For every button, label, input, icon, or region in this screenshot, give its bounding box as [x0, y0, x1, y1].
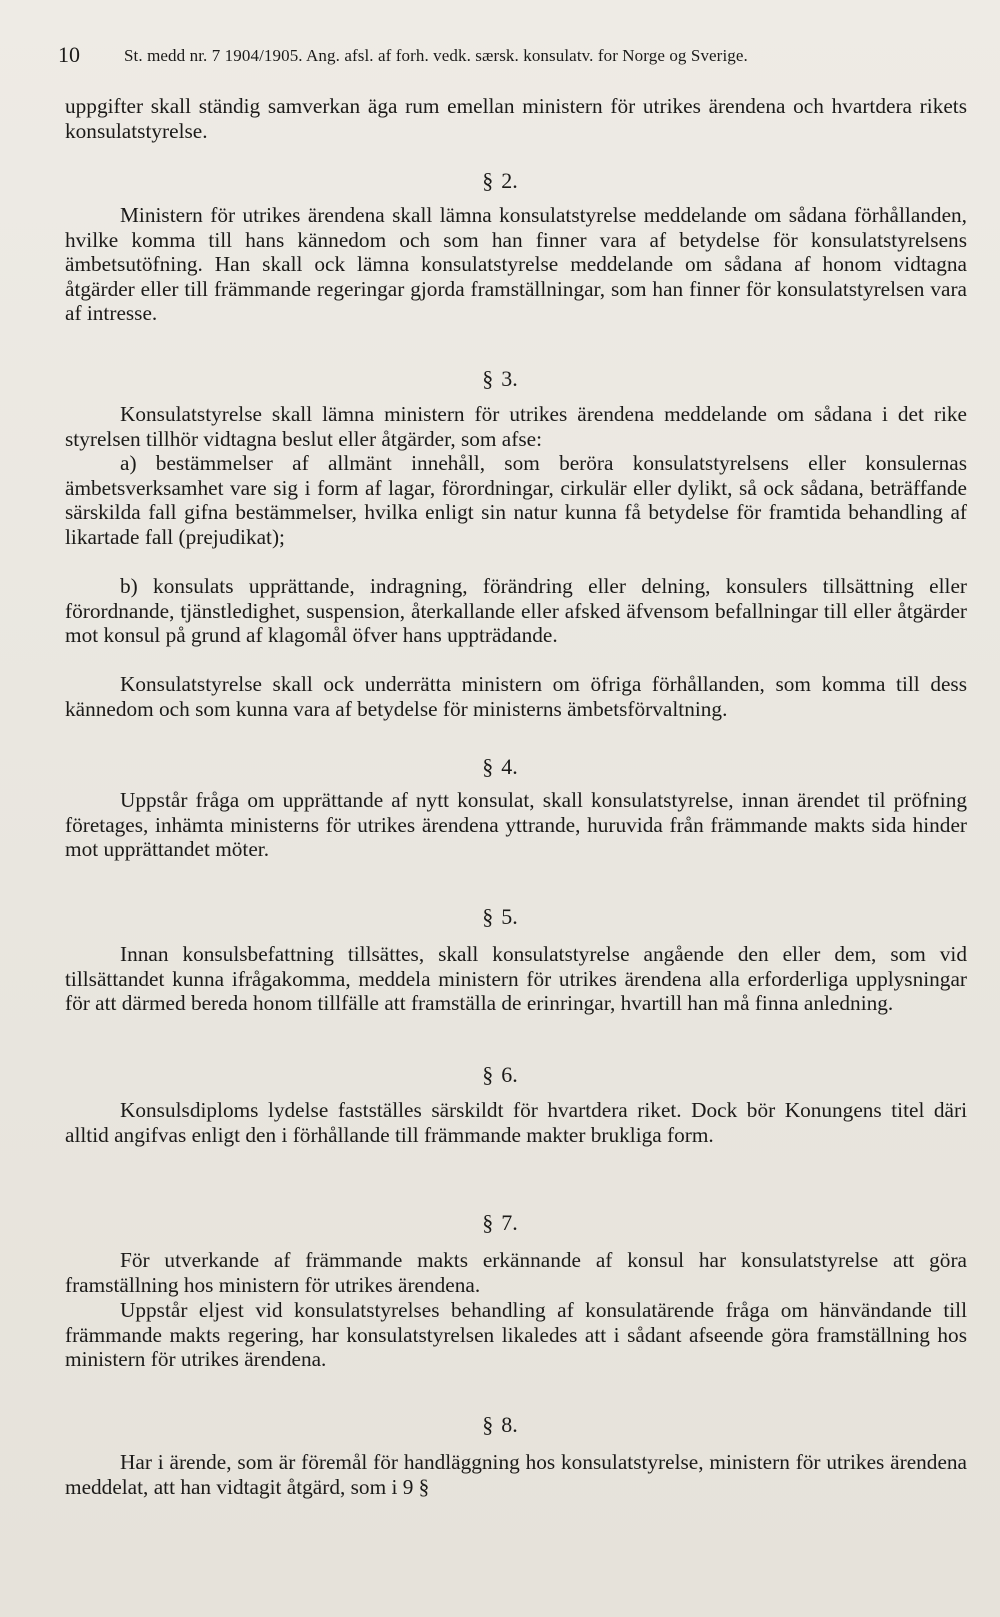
section-sign: § — [482, 1412, 494, 1437]
section-sign: § — [482, 754, 494, 779]
section-heading-6 — [0, 1062, 1000, 1088]
section-number: 8. — [501, 1412, 518, 1437]
section-sign: § — [482, 1210, 494, 1235]
section-heading-3 — [0, 366, 1000, 392]
paragraph-section-4: Uppstår fråga om upprättande af nytt konsulat, skall konsulatstyrelse, innan ärendet til pröfning företages, inhämta ministerns för utrikes ärendena yttrande, huruvida från främmande makts sida hinder mot upprättandet möter. — [65, 788, 967, 862]
section-heading-7 — [0, 1210, 1000, 1236]
section-heading-8 — [0, 1412, 1000, 1438]
paragraph-section-3-notify: Konsulatstyrelse skall ock underrätta ministern om öfriga förhållanden, som komma till dess kännedom och som kunna vara af betydelse för ministerns ämbetsförvaltning. — [65, 672, 967, 721]
section-sign: § — [482, 1062, 494, 1087]
section-heading-2 — [0, 168, 1000, 194]
section-number: 7. — [501, 1210, 518, 1235]
paragraph-section-6: Konsulsdiploms lydelse fastställes särskildt för hvartdera riket. Dock bör Konungens titel däri alltid angifvas enligt den i förhållande till främmande makter brukliga form. — [65, 1098, 967, 1147]
paragraph-intro-continued: uppgifter skall ständig samverkan äga rum emellan ministern för utrikes ärendena och hvartdera rikets konsulatstyrelse. — [65, 94, 967, 143]
paragraph-section-7-continued: Uppstår eljest vid konsulatstyrelses behandling af konsulatärende fråga om hänvändande till främmande makts regering, har konsulatstyrelsen likaledes att i sådant afseende göra framställning hos ministern för utrikes ärendena. — [65, 1298, 967, 1372]
paragraph-section-7: För utverkande af främmande makts erkännande af konsul har konsulatstyrelse att göra framställning hos ministern för utrikes ärendena. — [65, 1248, 967, 1297]
page-header — [58, 42, 958, 72]
paragraph-item-a: a) bestämmelser af allmänt innehåll, som beröra konsulatstyrelsens eller konsulernas ämbetsverksamhet vare sig i form af lagar, förordningar, cirkulär eller dylikt, så ock sådana, beträffande särskilda fall gifna bestämmelser, hvilka enligt sin natur kunna få betydelse för framtida behandling af likartade fall (prejudikat); — [65, 451, 967, 549]
section-number: 3. — [501, 366, 518, 391]
section-number: 5. — [501, 904, 518, 929]
paragraph-item-b: b) konsulats upprättande, indragning, förändring eller delning, konsulers tillsättning eller förordnande, tjänstledighet, suspension, återkallande eller afsked äfvensom befallningar till eller åtgärder mot konsul på grund af klagomål öfver hans uppträdande. — [65, 574, 967, 648]
section-sign: § — [482, 366, 494, 391]
paragraph-section-3: Konsulatstyrelse skall lämna ministern för utrikes ärendena meddelande om sådana i det rike styrelsen tillhör vidtagna beslut eller åtgärder, som afse: — [65, 402, 967, 451]
page-number: 10 — [58, 42, 80, 67]
paragraph-section-5: Innan konsulsbefattning tillsättes, skall konsulatstyrelse angående den eller dem, som vid tillsättandet kunna ifrågakomma, meddela ministern för utrikes ärendena alla erforderliga upplysningar för att därmed bereda honom tillfälle att framställa de erinringar, hvartill han må finna anledning. — [65, 942, 967, 1016]
section-sign: § — [482, 904, 494, 929]
section-sign: § — [482, 168, 494, 193]
section-number: 2. — [501, 168, 518, 193]
section-number: 4. — [501, 754, 518, 779]
paragraph-section-2: Ministern för utrikes ärendena skall lämna konsulatstyrelse meddelande om sådana förhållanden, hvilke komma till hans kännedom och som han finner vara af betydelse för konsulatstyrelsens ämbetsutöfning. Han skall ock lämna konsulatstyrelse meddelande om sådana af honom vidtagna åtgärder eller till främmande regeringar gjorda framställningar, som han finner för konsulatstyrelsen vara af intresse. — [65, 203, 967, 326]
section-heading-5 — [0, 904, 1000, 930]
running-head: St. medd nr. 7 1904/1905. Ang. afsl. af forh. vedk. særsk. konsulatv. for Norge og Sverige. — [124, 46, 748, 65]
section-number: 6. — [501, 1062, 518, 1087]
paragraph-section-8: Har i ärende, som är föremål för handläggning hos konsulatstyrelse, ministern för utrikes ärendena meddelat, att han vidtagit åtgärd, som i 9 § — [65, 1450, 967, 1499]
section-heading-4 — [0, 754, 1000, 780]
